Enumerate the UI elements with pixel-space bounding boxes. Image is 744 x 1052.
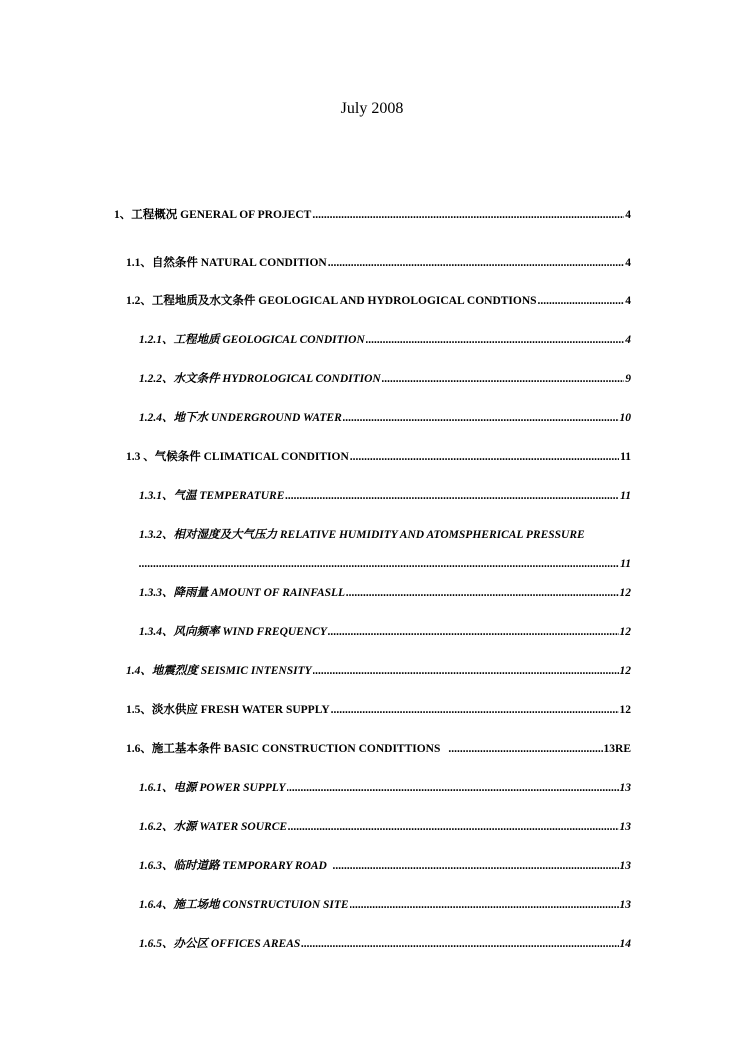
toc-page-number: 11 [620,451,631,463]
toc-leader [287,781,619,795]
toc-entry-title: 1.3.2、相对湿度及大气压力 RELATIVE HUMIDITY AND ATOMSPHERICAL PRESSURE [139,529,585,541]
toc-entry[interactable] [126,664,631,678]
toc-leader [448,742,602,756]
toc-entry[interactable] [126,450,631,464]
toc-entry-title: 1.3.4、风向频率 WIND FREQUENCY [139,626,327,638]
toc-entry-title: 1.6.3、临时道路 TEMPORARY ROAD [139,860,327,872]
toc-entry[interactable] [139,820,631,834]
toc-entry[interactable] [126,703,631,717]
toc-page-number: 10 [619,412,631,424]
toc-page-number: 13RE [603,743,631,755]
document-date: July 2008 [340,100,404,117]
toc-entry-title: 1.2.1、工程地质 GEOLOGICAL CONDITION [139,334,365,346]
toc-page-number: 12 [619,626,631,638]
toc-leader [331,703,619,717]
toc-page-number: 11 [620,490,631,502]
toc-page-number: 12 [619,665,631,677]
toc-page-number: 13 [619,860,631,872]
toc-page-number: 4 [625,334,631,346]
toc-entry-continuation[interactable] [139,557,631,571]
toc-page-number: 11 [620,558,631,570]
toc-entry-title: 1.6.2、水源 WATER SOURCE [139,821,288,833]
toc-page-number: 13 [619,899,631,911]
toc-entry-title: 1、工程概况 GENERAL OF PROJECT [114,209,312,221]
toc-entry-title: 1.2.4、地下水 UNDERGROUND WATER [139,412,342,424]
toc-entry[interactable] [139,528,631,542]
toc-entry[interactable] [139,625,631,639]
toc-page-number: 13 [619,821,631,833]
toc-entry-title: 1.3.1、气温 TEMPERATURE [139,490,285,502]
toc-entry[interactable] [139,859,631,873]
toc-entry[interactable] [114,208,631,222]
toc-leader [366,333,625,347]
toc-entry[interactable] [139,898,631,912]
toc-leader [328,256,625,270]
toc-leader [328,625,619,639]
toc-page-number: 4 [625,209,631,221]
toc-leader [538,294,625,308]
toc-entry[interactable] [139,411,631,425]
toc-page-number: 13 [619,782,631,794]
toc-leader [301,937,618,951]
toc-leader [350,898,619,912]
toc-leader [333,859,619,873]
toc-entry[interactable] [139,372,631,386]
toc-leader [139,557,619,571]
toc-leader [346,586,618,600]
toc-leader [382,372,625,386]
toc-page-number: 4 [625,295,631,307]
toc-entry[interactable] [126,256,631,270]
toc-entry[interactable] [139,333,631,347]
toc-entry-title: 1.6.4、施工场地 CONSTRUCTUION SITE [139,899,349,911]
toc-leader [313,664,619,678]
toc-entry-title: 1.2.2、水文条件 HYDROLOGICAL CONDITION [139,373,381,385]
toc-entry[interactable] [139,586,631,600]
toc-entry-title: 1.3.3、降雨量 AMOUNT OF RAINFASLL [139,587,346,599]
toc-entry-title: 1.6.5、办公区 OFFICES AREAS [139,938,301,950]
toc-entry[interactable] [139,489,631,503]
toc-entry-title: 1.1、自然条件 NATURAL CONDITION [126,257,327,269]
toc-page-number: 12 [619,587,631,599]
toc-leader [350,450,619,464]
toc-entry-title: 1.5、淡水供应 FRESH WATER SUPPLY [126,704,330,716]
toc-entry[interactable] [126,742,631,756]
toc-entry[interactable] [139,781,631,795]
toc-entry-title: 1.6.1、电源 POWER SUPPLY [139,782,286,794]
toc-entry-title: 1.4、地震烈度 SEISMIC INTENSITY [126,665,312,677]
toc-leader [312,208,624,222]
toc-leader [285,489,619,503]
toc-leader [343,411,619,425]
toc-entry-title: 1.3 、气候条件 CLIMATICAL CONDITION [126,451,349,463]
toc-entry-title: 1.6、施工基本条件 BASIC CONSTRUCTION CONDITTIONS [126,743,441,755]
toc-entry-title: 1.2、工程地质及水文条件 GEOLOGICAL AND HYDROLOGICAL CONDTIONS [126,295,537,307]
toc-page-number: 9 [625,373,631,385]
toc-leader [288,820,618,834]
toc-page-number: 12 [619,704,631,716]
toc-entry[interactable] [139,937,631,951]
toc-page-number: 4 [625,257,631,269]
toc-page-number: 14 [619,938,631,950]
toc-entry[interactable] [126,294,631,308]
